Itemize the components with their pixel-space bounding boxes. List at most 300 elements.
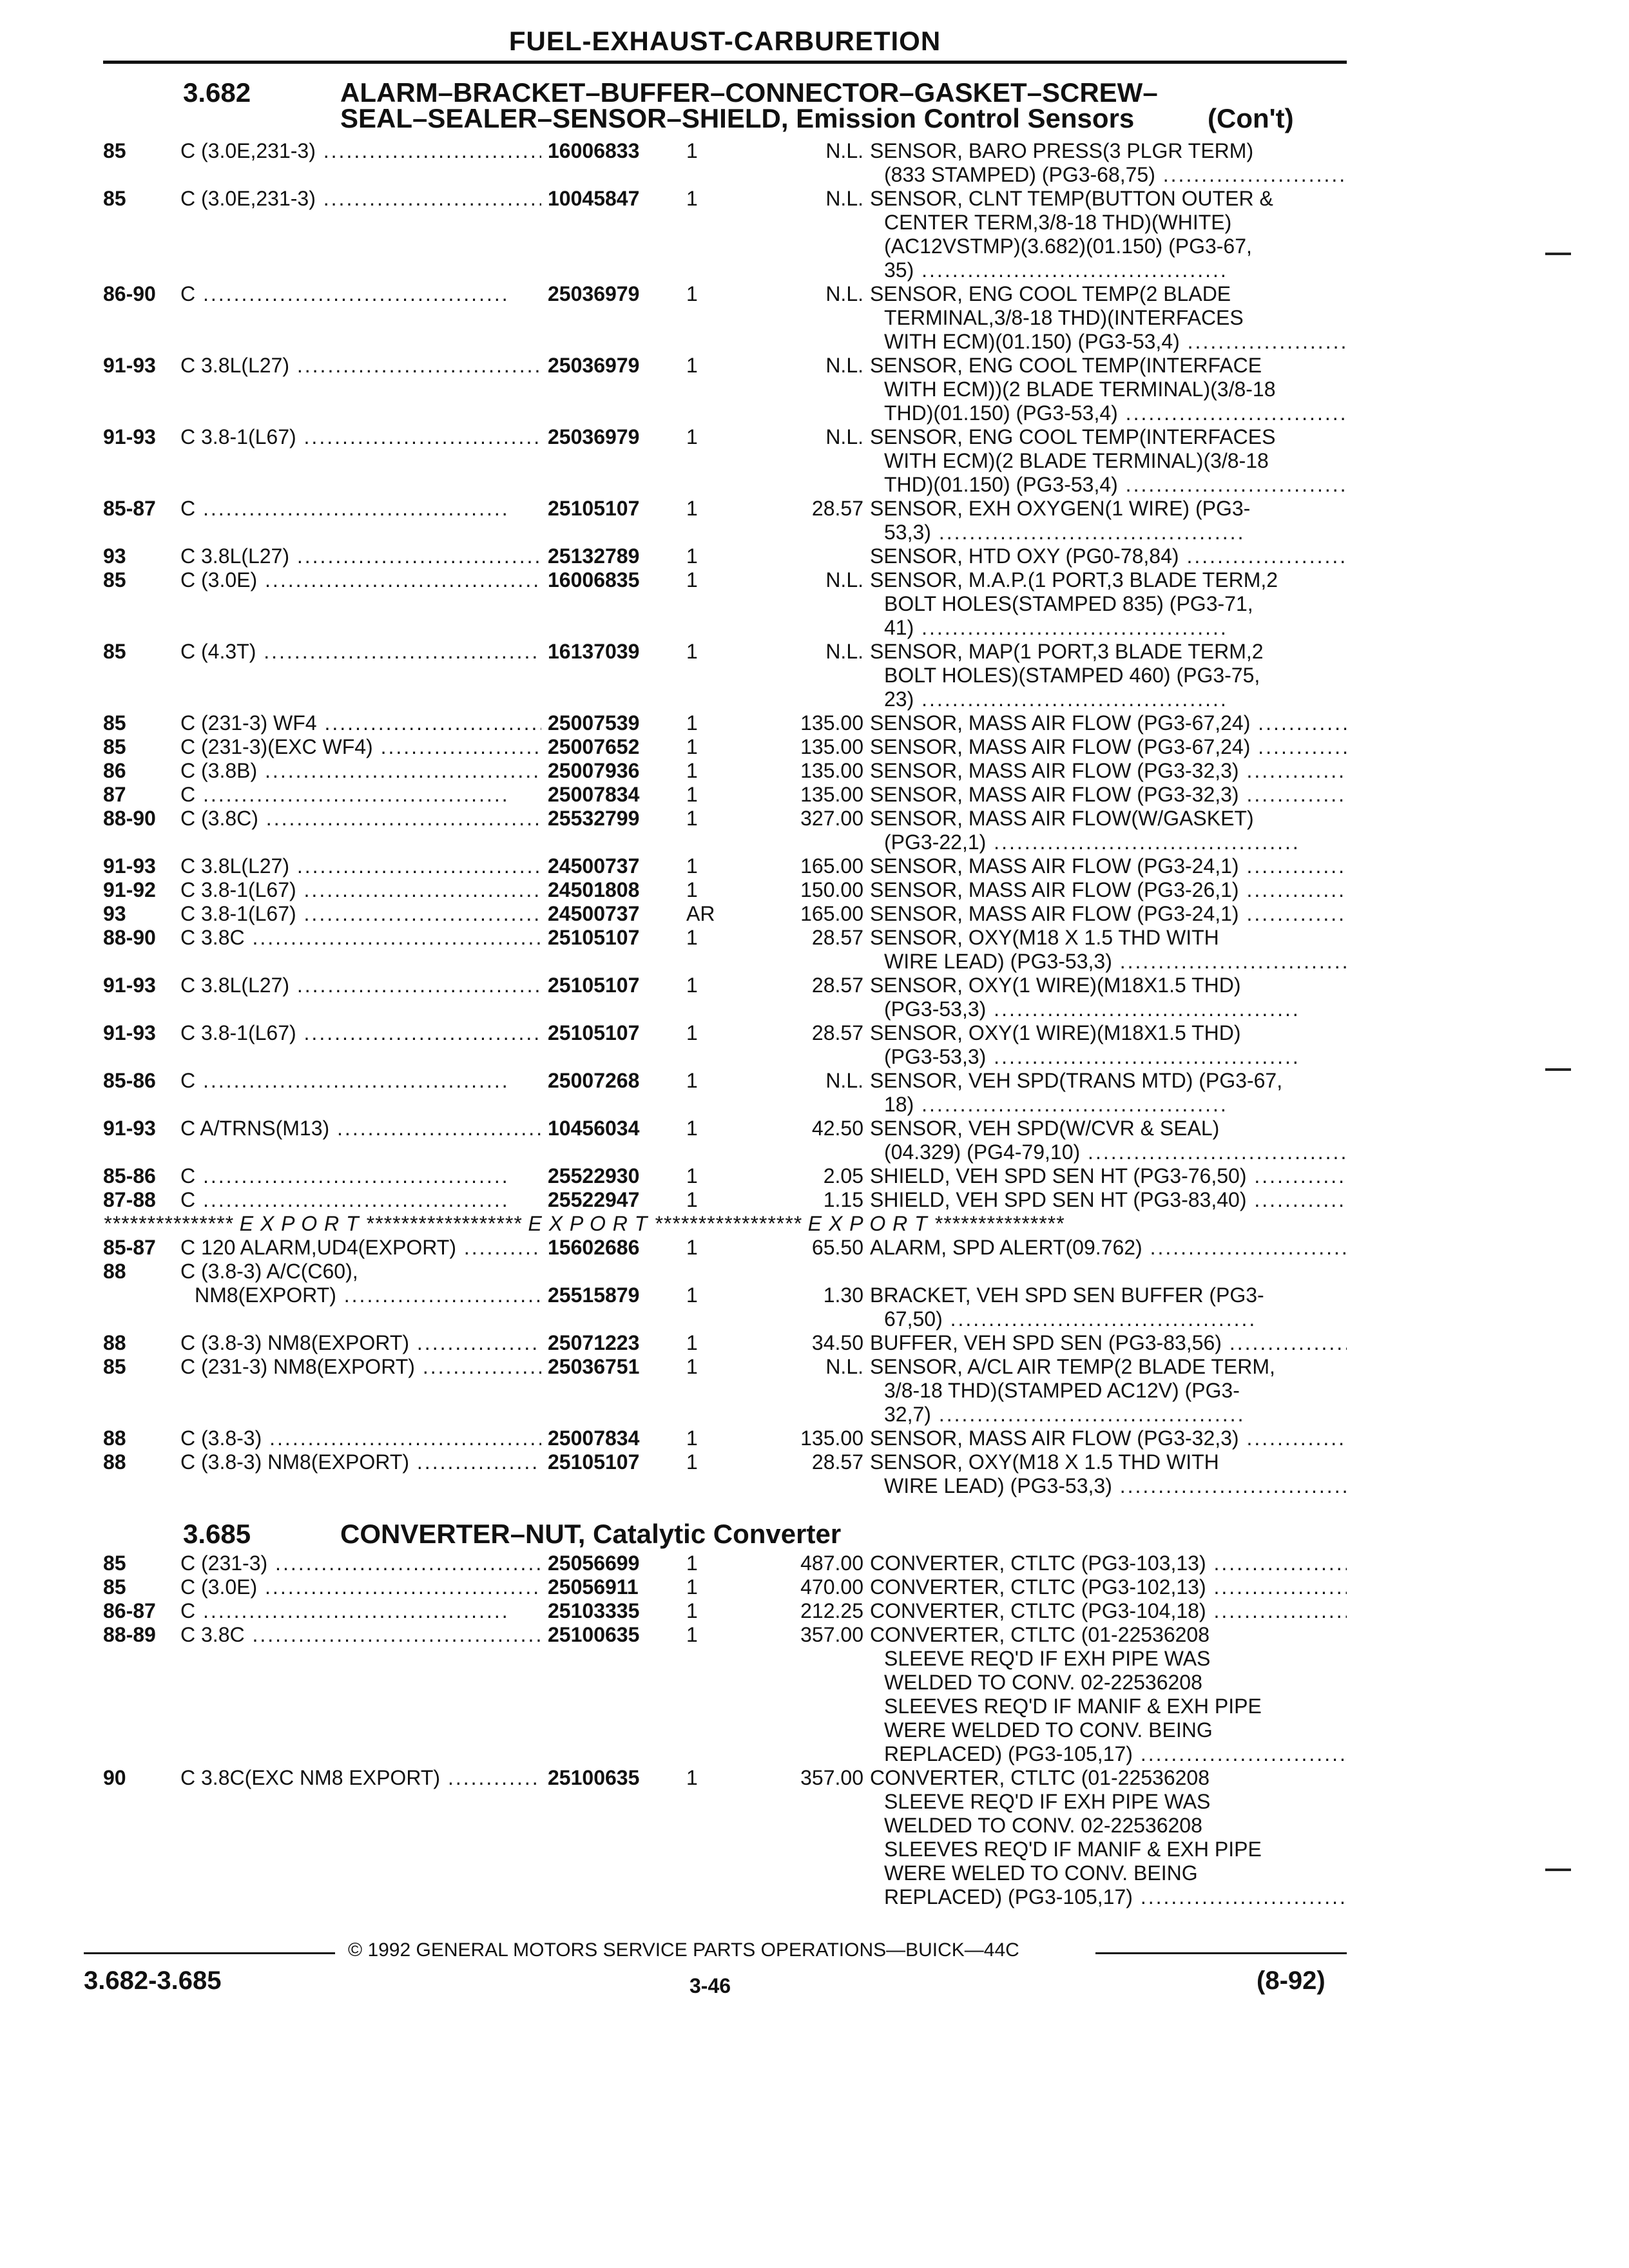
quantity: 1 (686, 1450, 698, 1474)
part-number: 25036751 (541, 1355, 639, 1379)
table-row (103, 807, 1347, 854)
price: 28.57 (811, 1450, 863, 1474)
description-line: THD)(01.150) (PG3-53,4) ..... (870, 401, 1347, 425)
application-line: C 3.8L(L27) ..... (180, 974, 631, 997)
quantity: 1 (686, 1164, 698, 1187)
application-line: C 3.8L(L27) ..... (180, 354, 631, 378)
description (870, 711, 1347, 735)
description (870, 1117, 1347, 1164)
quantity: 1 (686, 1331, 698, 1354)
quantity: 1 (686, 139, 698, 162)
model-year: 88 (103, 1427, 126, 1450)
table-row (103, 187, 1347, 282)
table-row (103, 878, 1347, 902)
model-year: 88-90 (103, 926, 156, 949)
description-line: (PG3-53,3) ..... (870, 1045, 1347, 1069)
quantity: 1 (686, 711, 698, 735)
model-year: 88 (103, 1450, 126, 1474)
application-line: C (3.0E) ..... (180, 568, 631, 592)
application-line: C (231-3)(EXC WF4) ..... (180, 735, 631, 759)
footer-date-code: (8-92) (1257, 1966, 1325, 1995)
description-line: 41) ..... (870, 616, 1347, 640)
part-number: 25036979 (541, 282, 639, 306)
application-line: C (3.8-3) NM8(EXPORT) ..... (180, 1331, 631, 1355)
model-year: 85 (103, 1355, 126, 1378)
description-line: SENSOR, MASS AIR FLOW (PG3-24,1) ..... (870, 854, 1347, 878)
application-line: C (3.8-3) A/C(C60), (180, 1260, 358, 1283)
application-line: C 3.8C(EXC NM8 EXPORT) ..... (180, 1766, 631, 1790)
price: 135.00 (800, 711, 863, 735)
description-line: SENSOR, MASS AIR FLOW (PG3-32,3) ..... (870, 783, 1347, 807)
model-year: 88-89 (103, 1623, 156, 1646)
description-line: SENSOR, OXY(1 WIRE)(M18X1.5 THD) (870, 974, 1241, 997)
quantity: 1 (686, 1069, 698, 1092)
part-number: 25515879 (541, 1283, 639, 1307)
application-line: C ..... (180, 282, 631, 306)
model-year: 91-92 (103, 878, 156, 901)
description-line: CENTER TERM,3/8-18 THD)(WHITE) (884, 211, 1232, 234)
description (870, 807, 1347, 854)
table-row (103, 1623, 1347, 1766)
price: 135.00 (800, 1427, 863, 1450)
model-year: 85 (103, 735, 126, 758)
price: 487.00 (800, 1552, 863, 1575)
application-line: C 3.8L(L27) ..... (180, 544, 631, 568)
description (870, 187, 1347, 282)
description-line: CONVERTER, CTLTC (PG3-102,13) ..... (870, 1575, 1347, 1599)
model-year: 91-93 (103, 425, 156, 448)
quantity: 1 (686, 1623, 698, 1646)
description (870, 544, 1347, 568)
application-line: C (3.8C) ..... (180, 807, 631, 831)
application-line: C ..... (180, 783, 631, 807)
part-number: 25007539 (541, 711, 639, 735)
part-number: 25036979 (541, 425, 639, 449)
margin-mark (1545, 1869, 1571, 1871)
description (870, 1021, 1347, 1069)
price: N.L. (825, 187, 863, 210)
price: 28.57 (811, 926, 863, 949)
description-line: SHIELD, VEH SPD SEN HT (PG3-83,40) ..... (870, 1188, 1347, 1212)
model-year: 87-88 (103, 1188, 156, 1211)
price: 28.57 (811, 497, 863, 520)
description (870, 139, 1347, 187)
parts-list-3682 (103, 139, 1347, 1498)
description-line: SENSOR, MASS AIR FLOW (PG3-26,1) ..... (870, 878, 1347, 902)
description-line: CONVERTER, CTLTC (PG3-104,18) ..... (870, 1599, 1347, 1623)
description-line: SENSOR, MASS AIR FLOW (PG3-32,3) ..... (870, 1427, 1347, 1450)
application-line: C ..... (180, 1188, 631, 1212)
model-year: 86-90 (103, 282, 156, 305)
application-line: C A/TRNS(M13) ..... (180, 1117, 631, 1140)
table-row (103, 497, 1347, 544)
table-row (103, 544, 1347, 568)
model-year: 85-87 (103, 497, 156, 520)
table-row (103, 711, 1347, 735)
description-line: SENSOR, ENG COOL TEMP(2 BLADE (870, 282, 1231, 305)
description (870, 640, 1347, 711)
table-row (103, 926, 1347, 974)
model-year: 85-86 (103, 1069, 156, 1092)
description-line: SENSOR, CLNT TEMP(BUTTON OUTER & (870, 187, 1273, 210)
section-number: 3.685 (183, 1519, 251, 1549)
description-line: (833 STAMPED) (PG3-68,75) ..... (870, 163, 1347, 187)
description-line: WERE WELED TO CONV. BEING (884, 1861, 1198, 1885)
model-year: 85 (103, 187, 126, 210)
description (870, 1766, 1347, 1909)
price: 2.05 (823, 1164, 863, 1187)
quantity: 1 (686, 1283, 698, 1307)
description-line: REPLACED) (PG3-105,17) ..... (870, 1742, 1347, 1766)
description-line: SENSOR, M.A.P.(1 PORT,3 BLADE TERM,2 (870, 568, 1278, 591)
part-number: 25007268 (541, 1069, 639, 1093)
description-line: SENSOR, MASS AIR FLOW (PG3-67,24) ..... (870, 711, 1347, 735)
description (870, 1164, 1347, 1188)
table-row (103, 282, 1347, 354)
model-year: 85-86 (103, 1164, 156, 1187)
quantity: 1 (686, 354, 698, 377)
model-year: 85 (103, 640, 126, 663)
table-row (103, 974, 1347, 1021)
table-row (103, 354, 1347, 425)
description (870, 1188, 1347, 1212)
table-row (103, 139, 1347, 187)
application-line: C ..... (180, 497, 631, 521)
application-line: C 3.8C ..... (180, 926, 631, 950)
application-line: C 3.8-1(L67) ..... (180, 878, 631, 902)
description-line: (PG3-22,1) ..... (870, 831, 1347, 854)
description (870, 568, 1347, 640)
application-line: C ..... (180, 1164, 631, 1188)
model-year: 88-90 (103, 807, 156, 830)
export-banner: *************** E X P O R T ****************** E X P O R T ***************** E X P O R T *************** (103, 1212, 1065, 1235)
price: 65.50 (811, 1236, 863, 1259)
price: 34.50 (811, 1331, 863, 1354)
description-line: 23) ..... (870, 687, 1347, 711)
application-line: C (3.0E,231-3) ..... (180, 139, 631, 163)
quantity: 1 (686, 1552, 698, 1575)
description-line: SENSOR, EXH OXYGEN(1 WIRE) (PG3- (870, 497, 1251, 520)
part-number: 25105107 (541, 974, 639, 997)
description-line: 35) ..... (870, 258, 1347, 282)
application-line: C 3.8-1(L67) ..... (180, 1021, 631, 1045)
description-line: SENSOR, OXY(M18 X 1.5 THD WITH (870, 926, 1219, 949)
quantity: 1 (686, 187, 698, 210)
quantity: 1 (686, 1188, 698, 1211)
table-row (103, 1021, 1347, 1069)
table-row (103, 1164, 1347, 1188)
part-number: 15602686 (541, 1236, 639, 1260)
description (870, 1331, 1347, 1355)
description-line (870, 1260, 1347, 1283)
quantity: 1 (686, 1117, 698, 1140)
part-number: 25007652 (541, 735, 639, 759)
description (870, 1260, 1347, 1331)
application-line: C ..... (180, 1069, 631, 1093)
description (870, 1450, 1347, 1498)
description-line: WELDED TO CONV. 02-22536208 (884, 1814, 1202, 1837)
table-row (103, 1260, 1347, 1331)
description-line: SENSOR, A/CL AIR TEMP(2 BLADE TERM, (870, 1355, 1275, 1378)
description (870, 282, 1347, 354)
table-row (103, 425, 1347, 497)
description-line: WELDED TO CONV. 02-22536208 (884, 1671, 1202, 1694)
part-number: 25036979 (541, 354, 639, 378)
quantity: 1 (686, 1236, 698, 1259)
application-line: C 120 ALARM,UD4(EXPORT) ..... (180, 1236, 631, 1260)
price: 327.00 (800, 807, 863, 830)
price: N.L. (825, 354, 863, 377)
description (870, 1355, 1347, 1427)
table-row (103, 568, 1347, 640)
quantity: 1 (686, 926, 698, 949)
description-line: (AC12VSTMP)(3.682)(01.150) (PG3-67, (884, 235, 1252, 258)
description (870, 497, 1347, 544)
description (870, 974, 1347, 1021)
quantity: 1 (686, 497, 698, 520)
part-number: 10456034 (541, 1117, 639, 1140)
description (870, 902, 1347, 926)
description-line: CONVERTER, CTLTC (01-22536208 (870, 1766, 1210, 1789)
parts-list-3685 (103, 1552, 1347, 1909)
part-number: 25007834 (541, 1427, 639, 1450)
description-line: WITH ECM)(01.150) (PG3-53,4) ..... (870, 330, 1347, 354)
quantity: 1 (686, 1766, 698, 1789)
description-line: BOLT HOLES)(STAMPED 460) (PG3-75, (884, 664, 1260, 687)
model-year: 88 (103, 1260, 126, 1283)
model-year: 85 (103, 568, 126, 591)
price: 135.00 (800, 783, 863, 806)
description-line: SLEEVE REQ'D IF EXH PIPE WAS (884, 1790, 1211, 1813)
model-year: 88 (103, 1331, 126, 1354)
part-number: 25132789 (541, 544, 639, 568)
description-line: 18) ..... (870, 1093, 1347, 1117)
description (870, 878, 1347, 902)
description-line: WERE WELDED TO CONV. BEING (884, 1718, 1213, 1742)
description-line: CONVERTER, CTLTC (PG3-103,13) ..... (870, 1552, 1347, 1575)
description-line: SENSOR, OXY(M18 X 1.5 THD WITH (870, 1450, 1219, 1474)
part-number: 25071223 (541, 1331, 639, 1355)
description-line: THD)(01.150) (PG3-53,4) ..... (870, 473, 1347, 497)
description (870, 1427, 1347, 1450)
application-line: C (3.8-3) ..... (180, 1427, 631, 1450)
model-year: 93 (103, 544, 126, 568)
price: 28.57 (811, 1021, 863, 1044)
footer-rule-left (84, 1952, 335, 1954)
part-number: 25007834 (541, 783, 639, 807)
description-line: SENSOR, ENG COOL TEMP(INTERFACE (870, 354, 1262, 377)
part-number: 25056911 (541, 1575, 639, 1599)
table-row (103, 783, 1347, 807)
price: N.L. (825, 282, 863, 305)
application-line: C (4.3T) ..... (180, 640, 631, 664)
application-line: C 3.8L(L27) ..... (180, 854, 631, 878)
description-line: SENSOR, VEH SPD(W/CVR & SEAL) (870, 1117, 1220, 1140)
model-year: 85 (103, 139, 126, 162)
description-line: SLEEVE REQ'D IF EXH PIPE WAS (884, 1647, 1211, 1670)
price: 1.30 (823, 1283, 863, 1307)
model-year: 85 (103, 1552, 126, 1575)
model-year: 93 (103, 902, 126, 925)
description (870, 926, 1347, 974)
price: 42.50 (811, 1117, 863, 1140)
part-number: 25522930 (541, 1164, 639, 1188)
description (870, 759, 1347, 783)
part-number: 24500737 (541, 902, 639, 926)
description (870, 1069, 1347, 1117)
description (870, 783, 1347, 807)
section-title: CONVERTER–NUT, Catalytic Converter (340, 1519, 842, 1549)
description-line: SENSOR, MASS AIR FLOW (PG3-67,24) ..... (870, 735, 1347, 759)
model-year: 91-93 (103, 854, 156, 878)
price: N.L. (825, 139, 863, 162)
quantity: 1 (686, 1427, 698, 1450)
description-line: SENSOR, ENG COOL TEMP(INTERFACES (870, 425, 1276, 448)
table-row (103, 1427, 1347, 1450)
part-number: 10045847 (541, 187, 639, 211)
price: 357.00 (800, 1623, 863, 1646)
margin-mark (1545, 253, 1571, 255)
model-year: 91-93 (103, 1021, 156, 1044)
application-line: C (231-3) WF4 ..... (180, 711, 631, 735)
price: 165.00 (800, 854, 863, 878)
part-number: 25532799 (541, 807, 639, 831)
model-year: 91-93 (103, 354, 156, 377)
description-line: BOLT HOLES(STAMPED 835) (PG3-71, (884, 592, 1253, 615)
description (870, 854, 1347, 878)
description (870, 1623, 1347, 1766)
table-row (103, 1188, 1347, 1212)
quantity: 1 (686, 282, 698, 305)
price: 135.00 (800, 759, 863, 782)
description-line: SENSOR, HTD OXY (PG0-78,84) ..... (870, 544, 1347, 568)
part-number: 24500737 (541, 854, 639, 878)
application-line: C (3.8-3) NM8(EXPORT) ..... (180, 1450, 631, 1474)
application-line: C 3.8-1(L67) ..... (180, 902, 631, 926)
application-line: C ..... (180, 1599, 631, 1623)
description (870, 354, 1347, 425)
description-line: SHIELD, VEH SPD SEN HT (PG3-76,50) ..... (870, 1164, 1347, 1188)
application-line: C (231-3) ..... (180, 1552, 631, 1575)
quantity: 1 (686, 854, 698, 878)
quantity: 1 (686, 640, 698, 663)
description-line: SLEEVES REQ'D IF MANIF & EXH PIPE (884, 1838, 1262, 1861)
description (870, 1575, 1347, 1599)
quantity: 1 (686, 544, 698, 568)
price: N.L. (825, 1069, 863, 1092)
table-row (103, 735, 1347, 759)
part-number: 16137039 (541, 640, 639, 664)
description-line: REPLACED) (PG3-105,17) ..... (870, 1885, 1347, 1909)
model-year: 85 (103, 711, 126, 735)
price: 357.00 (800, 1766, 863, 1789)
application-line: C 3.8-1(L67) ..... (180, 425, 631, 449)
quantity: AR (686, 902, 715, 925)
description-line: ALARM, SPD ALERT(09.762) ..... (870, 1236, 1347, 1260)
description-line: TERMINAL,3/8-18 THD)(INTERFACES (884, 306, 1244, 329)
quantity: 1 (686, 735, 698, 758)
part-number: 25105107 (541, 497, 639, 521)
part-number: 25056699 (541, 1552, 639, 1575)
description (870, 1552, 1347, 1575)
part-number: 25522947 (541, 1188, 639, 1212)
table-row (103, 1766, 1347, 1909)
price: N.L. (825, 640, 863, 663)
price: N.L. (825, 568, 863, 591)
part-number: 25100635 (541, 1623, 639, 1647)
table-row (103, 640, 1347, 711)
description-line: SENSOR, OXY(1 WIRE)(M18X1.5 THD) (870, 1021, 1241, 1044)
price: 1.15 (823, 1188, 863, 1211)
price: N.L. (825, 425, 863, 448)
footer-rule-right (1095, 1952, 1347, 1954)
description (870, 735, 1347, 759)
description-line: CONVERTER, CTLTC (01-22536208 (870, 1623, 1210, 1646)
quantity: 1 (686, 1599, 698, 1622)
price: 470.00 (800, 1575, 863, 1599)
price: N.L. (825, 1355, 863, 1378)
section-title-line2: SEAL–SEALER–SENSOR–SHIELD, Emission Control Sensors (340, 103, 1135, 133)
quantity: 1 (686, 1355, 698, 1378)
table-row (103, 1236, 1347, 1260)
quantity: 1 (686, 568, 698, 591)
quantity: 1 (686, 974, 698, 997)
application-line: C (3.0E) ..... (180, 1575, 631, 1599)
description (870, 425, 1347, 497)
table-row (103, 1069, 1347, 1117)
page-header: FUEL-EXHAUST-CARBURETION (103, 26, 1347, 64)
description-line: SENSOR, MAP(1 PORT,3 BLADE TERM,2 (870, 640, 1264, 663)
model-year: 87 (103, 783, 126, 806)
table-row (103, 854, 1347, 878)
table-row (103, 1552, 1347, 1575)
model-year: 86-87 (103, 1599, 156, 1622)
quantity: 1 (686, 807, 698, 830)
description-line: WITH ECM))(2 BLADE TERMINAL)(3/8-18 (884, 378, 1276, 401)
part-number: 16006833 (541, 139, 639, 163)
price: 150.00 (800, 878, 863, 901)
description-line: SENSOR, MASS AIR FLOW(W/GASKET) (870, 807, 1254, 830)
description-line: WIRE LEAD) (PG3-53,3) ..... (870, 1474, 1347, 1498)
table-row (103, 759, 1347, 783)
price: 28.57 (811, 974, 863, 997)
part-number: 25105107 (541, 926, 639, 950)
part-number: 25007936 (541, 759, 639, 783)
section-title-line1: ALARM–BRACKET–BUFFER–CONNECTOR–GASKET–SCREW– (340, 77, 1158, 108)
description-line: 67,50) ..... (870, 1307, 1347, 1331)
description-line: BUFFER, VEH SPD SEN (PG3-83,56) ..... (870, 1331, 1347, 1355)
application-line: C (3.8B) ..... (180, 759, 631, 783)
quantity: 1 (686, 783, 698, 806)
part-number: 25105107 (541, 1021, 639, 1045)
table-row (103, 1450, 1347, 1498)
table-row (103, 1599, 1347, 1623)
part-number: 25100635 (541, 1766, 639, 1790)
table-row (103, 1117, 1347, 1164)
model-year: 85 (103, 1575, 126, 1599)
continued-label: (Con't) (1208, 103, 1294, 133)
model-year: 91-93 (103, 974, 156, 997)
footer-page-number: 3-46 (689, 1974, 731, 1997)
model-year: 91-93 (103, 1117, 156, 1140)
price: 135.00 (800, 735, 863, 758)
table-row (103, 902, 1347, 926)
description-line: 3/8-18 THD)(STAMPED AC12V) (PG3- (884, 1379, 1240, 1402)
description (870, 1599, 1347, 1623)
table-row (103, 1575, 1347, 1599)
application-line: C (231-3) NM8(EXPORT) ..... (180, 1355, 631, 1379)
description-line: (PG3-53,3) ..... (870, 997, 1347, 1021)
